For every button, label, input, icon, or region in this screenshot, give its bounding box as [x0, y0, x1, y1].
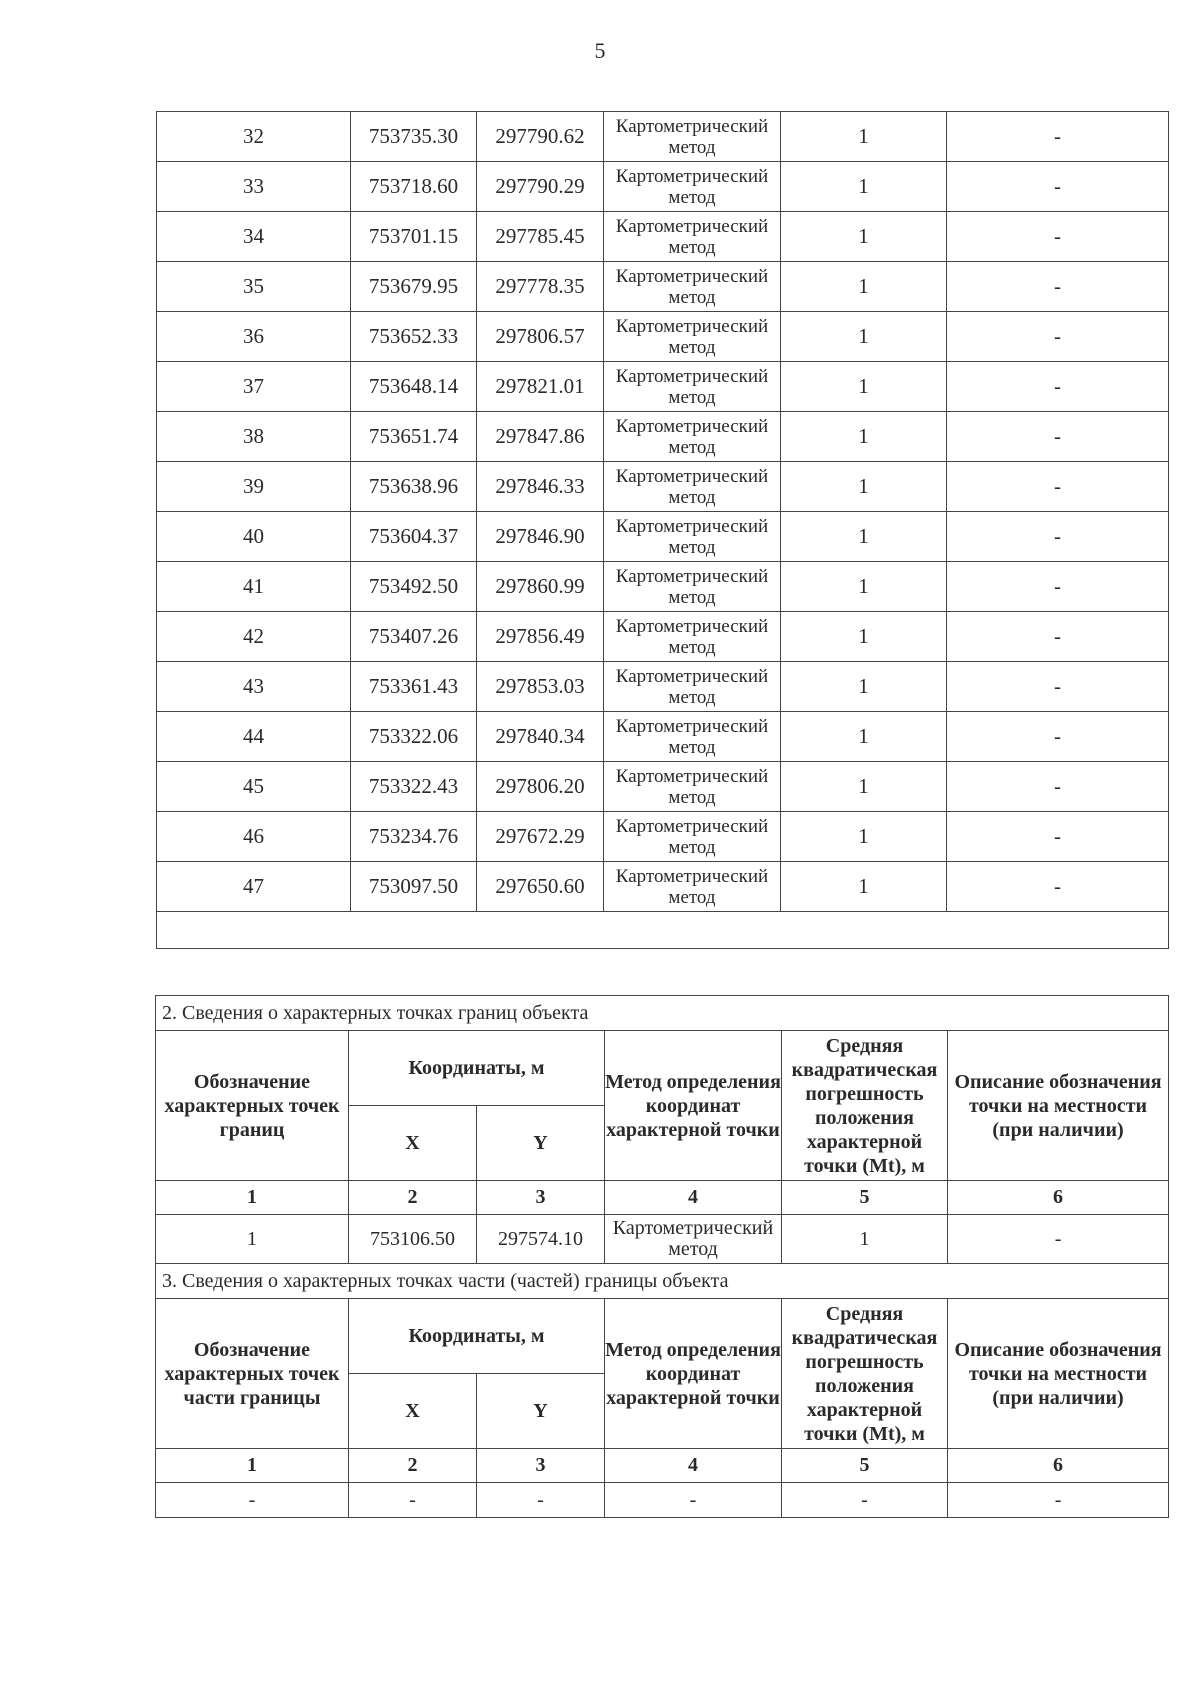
header-method: Метод определения координат характерной точки — [605, 1031, 782, 1181]
description: - — [947, 762, 1169, 812]
accuracy: 1 — [782, 1215, 948, 1264]
accuracy: 1 — [781, 812, 947, 862]
point-number: 46 — [157, 812, 351, 862]
point-number: 47 — [157, 862, 351, 912]
header-description: Описание обозначения точки на местности (при наличии) — [948, 1299, 1169, 1449]
table-row — [157, 462, 1169, 512]
table-cell: - — [605, 1483, 782, 1518]
coord-y: 297846.90 — [477, 512, 604, 562]
coord-x: 753322.06 — [351, 712, 477, 762]
point-number: 40 — [157, 512, 351, 562]
header-accuracy: Средняя квадратическая погрешность положения характерной точки (Mt), м — [782, 1031, 948, 1181]
coord-y: 297672.29 — [477, 812, 604, 862]
accuracy: 1 — [781, 512, 947, 562]
method: Картометрический метод — [604, 512, 781, 562]
point-number: 39 — [157, 462, 351, 512]
description: - — [947, 162, 1169, 212]
header-designation: Обозначение характерных точек части границы — [156, 1299, 349, 1449]
coord-x: 753701.15 — [351, 212, 477, 262]
coord-y: 297853.03 — [477, 662, 604, 712]
point-number: 32 — [157, 112, 351, 162]
table-cell: - — [948, 1483, 1169, 1518]
table-cell: - — [156, 1483, 349, 1518]
table-row — [157, 562, 1169, 612]
table-row — [157, 662, 1169, 712]
col-number: 5 — [782, 1449, 948, 1483]
point-number: 41 — [157, 562, 351, 612]
section3-title: 3. Сведения о характерных точках части (частей) границы объекта — [156, 1264, 1169, 1299]
method: Картометрический метод — [604, 862, 781, 912]
col-number: 2 — [349, 1449, 477, 1483]
coord-y: 297806.20 — [477, 762, 604, 812]
header-method: Метод определения координат характерной точки — [605, 1299, 782, 1449]
description: - — [947, 562, 1169, 612]
table-row — [157, 162, 1169, 212]
accuracy: 1 — [781, 162, 947, 212]
coord-y: 297574.10 — [477, 1215, 605, 1264]
coord-y: 297785.45 — [477, 212, 604, 262]
coord-y: 297650.60 — [477, 862, 604, 912]
point-number: 38 — [157, 412, 351, 462]
method: Картометрический метод — [604, 262, 781, 312]
accuracy: 1 — [781, 262, 947, 312]
coord-y: 297790.62 — [477, 112, 604, 162]
header-coords: Координаты, м — [349, 1299, 605, 1374]
point-number: 1 — [156, 1215, 349, 1264]
description: - — [947, 812, 1169, 862]
coord-y: 297846.33 — [477, 462, 604, 512]
table-row — [157, 812, 1169, 862]
accuracy: 1 — [781, 362, 947, 412]
coord-y: 297778.35 — [477, 262, 604, 312]
empty-cell — [157, 912, 1169, 949]
coord-x: 753735.30 — [351, 112, 477, 162]
accuracy: 1 — [781, 412, 947, 462]
method: Картометрический метод — [604, 112, 781, 162]
col-number: 3 — [477, 1449, 605, 1483]
description: - — [947, 662, 1169, 712]
header-y: Y — [477, 1374, 605, 1449]
table-row — [157, 312, 1169, 362]
coord-x: 753097.50 — [351, 862, 477, 912]
table-row — [157, 762, 1169, 812]
header-y: Y — [477, 1106, 605, 1181]
coord-x: 753648.14 — [351, 362, 477, 412]
header-coords: Координаты, м — [349, 1031, 605, 1106]
header-x: X — [349, 1374, 477, 1449]
table-row — [156, 1215, 1169, 1264]
method: Картометрический метод — [604, 612, 781, 662]
description: - — [947, 862, 1169, 912]
col-number: 3 — [477, 1181, 605, 1215]
description: - — [947, 512, 1169, 562]
description: - — [947, 212, 1169, 262]
description: - — [947, 112, 1169, 162]
header-x: X — [349, 1106, 477, 1181]
coord-y: 297821.01 — [477, 362, 604, 412]
coord-y: 297840.34 — [477, 712, 604, 762]
coord-y: 297790.29 — [477, 162, 604, 212]
accuracy: 1 — [781, 212, 947, 262]
point-number: 45 — [157, 762, 351, 812]
description: - — [947, 612, 1169, 662]
coord-x: 753679.95 — [351, 262, 477, 312]
table-row — [157, 112, 1169, 162]
header-designation: Обозначение характерных точек границ — [156, 1031, 349, 1181]
col-number: 1 — [156, 1181, 349, 1215]
point-number: 35 — [157, 262, 351, 312]
table-row — [157, 412, 1169, 462]
accuracy: 1 — [781, 562, 947, 612]
coord-x: 753604.37 — [351, 512, 477, 562]
point-number: 36 — [157, 312, 351, 362]
page-number: 5 — [594, 38, 606, 63]
method: Картометрический метод — [604, 212, 781, 262]
table-row — [157, 862, 1169, 912]
col-number: 5 — [782, 1181, 948, 1215]
coord-y: 297860.99 — [477, 562, 604, 612]
accuracy: 1 — [781, 312, 947, 362]
table-row — [157, 362, 1169, 412]
accuracy: 1 — [781, 662, 947, 712]
method: Картометрический метод — [604, 662, 781, 712]
table-row — [157, 712, 1169, 762]
col-number: 4 — [605, 1449, 782, 1483]
col-number: 6 — [948, 1181, 1169, 1215]
coord-y: 297856.49 — [477, 612, 604, 662]
method: Картометрический метод — [604, 762, 781, 812]
coord-x: 753718.60 — [351, 162, 477, 212]
table-row — [156, 1483, 1169, 1518]
coord-y: 297847.86 — [477, 412, 604, 462]
method: Картометрический метод — [604, 312, 781, 362]
method: Картометрический метод — [604, 562, 781, 612]
table-row — [157, 212, 1169, 262]
point-number: 37 — [157, 362, 351, 412]
method: Картометрический метод — [604, 812, 781, 862]
table-cell: - — [477, 1483, 605, 1518]
col-number: 2 — [349, 1181, 477, 1215]
header-description: Описание обозначения точки на местности (при наличии) — [948, 1031, 1169, 1181]
method: Картометрический метод — [604, 412, 781, 462]
col-number: 6 — [948, 1449, 1169, 1483]
description: - — [947, 712, 1169, 762]
header-accuracy: Средняя квадратическая погрешность положения характерной точки (Mt), м — [782, 1299, 948, 1449]
coord-x: 753492.50 — [351, 562, 477, 612]
point-number: 42 — [157, 612, 351, 662]
point-number: 43 — [157, 662, 351, 712]
table-cell: - — [349, 1483, 477, 1518]
accuracy: 1 — [781, 612, 947, 662]
method: Картометрический метод — [604, 162, 781, 212]
coord-x: 753407.26 — [351, 612, 477, 662]
coord-x: 753638.96 — [351, 462, 477, 512]
coord-x: 753322.43 — [351, 762, 477, 812]
empty-row — [157, 912, 1169, 949]
coord-x: 753361.43 — [351, 662, 477, 712]
accuracy: 1 — [781, 112, 947, 162]
coord-x: 753234.76 — [351, 812, 477, 862]
description: - — [947, 412, 1169, 462]
table-row — [157, 262, 1169, 312]
accuracy: 1 — [781, 862, 947, 912]
method: Картометрический метод — [605, 1215, 782, 1264]
col-number: 1 — [156, 1449, 349, 1483]
point-number: 34 — [157, 212, 351, 262]
description: - — [947, 312, 1169, 362]
point-number: 33 — [157, 162, 351, 212]
table-cell: - — [782, 1483, 948, 1518]
method: Картометрический метод — [604, 362, 781, 412]
points-table — [156, 111, 1169, 949]
coord-y: 297806.57 — [477, 312, 604, 362]
method: Картометрический метод — [604, 462, 781, 512]
description: - — [947, 262, 1169, 312]
coord-x: 753106.50 — [349, 1215, 477, 1264]
section-tables — [155, 995, 1169, 1518]
table-row — [157, 612, 1169, 662]
accuracy: 1 — [781, 712, 947, 762]
accuracy: 1 — [781, 762, 947, 812]
point-number: 44 — [157, 712, 351, 762]
description: - — [947, 462, 1169, 512]
table-row — [157, 512, 1169, 562]
coord-x: 753652.33 — [351, 312, 477, 362]
col-number: 4 — [605, 1181, 782, 1215]
method: Картометрический метод — [604, 712, 781, 762]
coord-x: 753651.74 — [351, 412, 477, 462]
description: - — [947, 362, 1169, 412]
description: - — [948, 1215, 1169, 1264]
accuracy: 1 — [781, 462, 947, 512]
section2-title: 2. Сведения о характерных точках границ объекта — [156, 996, 1169, 1031]
